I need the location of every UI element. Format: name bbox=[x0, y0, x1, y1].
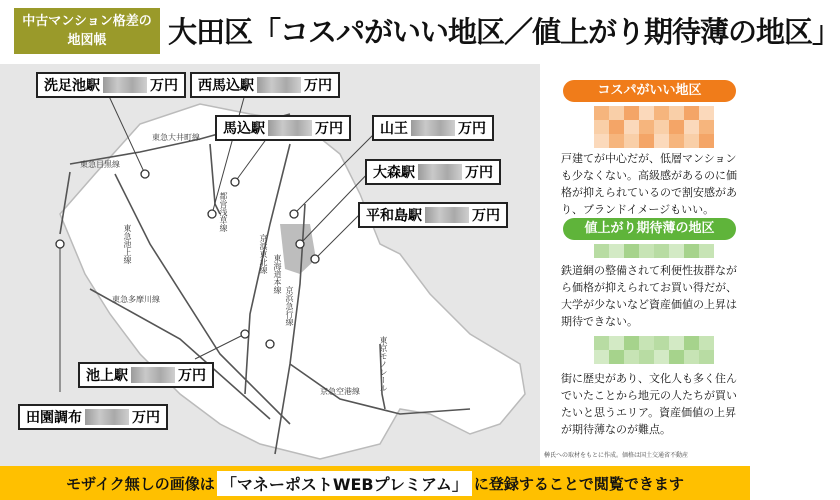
station-label-ikegami bbox=[78, 362, 214, 388]
footer-text-before: モザイク無しの画像は bbox=[66, 474, 215, 493]
rail-label: 東急池上線 bbox=[123, 224, 132, 264]
price-unit: 万円 bbox=[465, 165, 493, 181]
mosaic-price bbox=[411, 120, 455, 136]
mosaic-price bbox=[131, 367, 175, 383]
mosaic-price bbox=[268, 120, 312, 136]
station-name: 馬込駅 bbox=[223, 121, 265, 137]
series-badge bbox=[14, 8, 160, 54]
good-area-mosaic bbox=[594, 106, 714, 148]
good-area-label: コスパがいい地区 bbox=[563, 80, 736, 102]
price-unit: 万円 bbox=[178, 368, 206, 384]
price-unit: 万円 bbox=[304, 78, 332, 94]
weak-area-description-2: 街に歴史があり、文化人も多く住んでいたことから地元の人たちが買いたいと思うエリア。資産価値の上昇が期待薄なのが難点。 bbox=[561, 372, 737, 436]
weak-area-label: 値上がり期待薄の地区 bbox=[563, 218, 736, 240]
weak-area-mosaic-1 bbox=[594, 244, 714, 258]
station-label-heiwajima bbox=[358, 202, 508, 228]
legend-panel bbox=[544, 64, 750, 466]
page-title: 大田区「コスパがいい地区／値上がり期待薄の地区」 bbox=[168, 15, 840, 49]
station-label-senzokuike bbox=[36, 72, 186, 98]
series-line-2: 地図帳 bbox=[67, 33, 107, 48]
premium-link[interactable]: 「マネーポストWEBプレミアム」 bbox=[217, 471, 472, 496]
header bbox=[0, 0, 840, 60]
station-name: 大森駅 bbox=[373, 165, 415, 181]
mosaic-price bbox=[85, 409, 129, 425]
source-note: 榊氏への取材をもとに作成。価格は国土交通省不動産 bbox=[544, 452, 689, 459]
price-unit: 万円 bbox=[132, 410, 160, 426]
rail-label: 都営浅草線 bbox=[219, 192, 228, 232]
footer-text-after: に登録することで閲覧できます bbox=[473, 474, 684, 493]
mosaic-price bbox=[103, 77, 147, 93]
rail-label: 東急目黒線 bbox=[80, 160, 120, 169]
station-name: 平和島駅 bbox=[366, 208, 422, 224]
rail-label: 東海道本線 bbox=[273, 254, 282, 294]
station-name: 田園調布 bbox=[26, 410, 82, 426]
station-name: 西馬込駅 bbox=[198, 78, 254, 94]
rail-label: 京浜急行線 bbox=[285, 286, 294, 326]
price-unit: 万円 bbox=[150, 78, 178, 94]
rail-label: 東急多摩川線 bbox=[112, 295, 160, 304]
station-label-magome bbox=[215, 115, 351, 141]
good-area-description: 戸建てが中心だが、低層マンションも少なくない。高級感があるのに価格が抑えられているので割安感があり、ブランドイメージもいい。 bbox=[561, 152, 737, 216]
station-name: 山王 bbox=[380, 121, 408, 137]
price-unit: 万円 bbox=[472, 208, 500, 224]
map bbox=[0, 64, 540, 466]
station-label-omori bbox=[365, 159, 501, 185]
mosaic-price bbox=[418, 164, 462, 180]
mosaic-price bbox=[425, 207, 469, 223]
station-label-nishimagome bbox=[190, 72, 340, 98]
series-line-1: 中古マンション格差の bbox=[22, 14, 152, 29]
price-unit: 万円 bbox=[315, 121, 343, 137]
footer-banner bbox=[0, 466, 750, 500]
price-unit: 万円 bbox=[458, 121, 486, 137]
weak-area-description-1: 鉄道網の整備されて利便性抜群ながら価格が抑えられてお買い得だが、大学が少ないなど資産価値の上昇は期待できない。 bbox=[561, 264, 737, 328]
mosaic-price bbox=[257, 77, 301, 93]
rail-label: 東急大井町線 bbox=[152, 133, 200, 142]
station-name: 洗足池駅 bbox=[44, 78, 100, 94]
rail-label: 京浜東北線 bbox=[259, 234, 268, 274]
weak-area-mosaic-2 bbox=[594, 336, 714, 364]
rail-label: 京急空港線 bbox=[320, 387, 360, 396]
station-label-denenchofu bbox=[18, 404, 168, 430]
rail-label: 東京モノレール bbox=[379, 336, 388, 392]
station-label-sanno bbox=[372, 115, 494, 141]
station-name: 池上駅 bbox=[86, 368, 128, 384]
